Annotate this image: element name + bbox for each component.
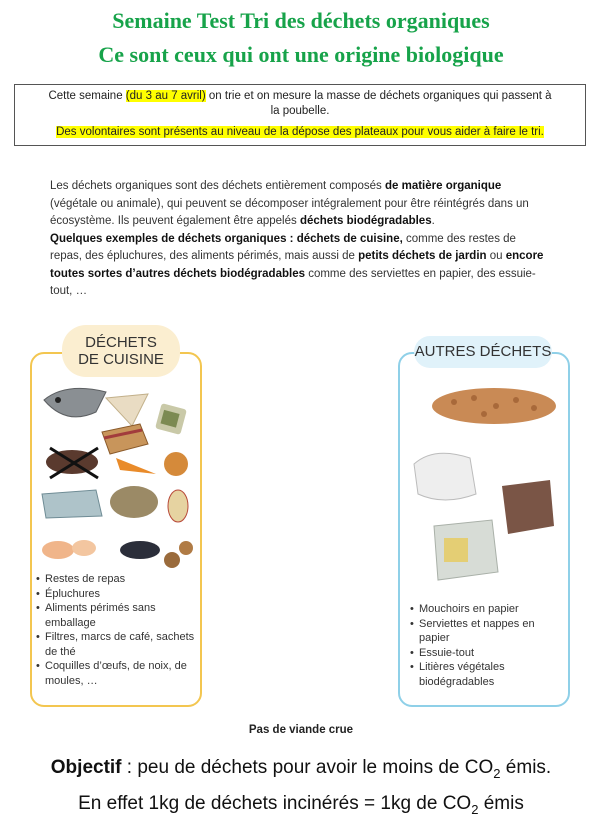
kitchen-tag-line1: DÉCHETS — [85, 334, 157, 351]
other-waste-illustration — [404, 376, 564, 596]
nut-icon — [164, 552, 180, 568]
carrot-icon — [116, 458, 156, 474]
list-item: • Essuie-tout — [410, 646, 560, 661]
info-volunteers: Des volontaires sont présents au niveau de la dépose des plateaux pour vous aider à faire le tri. — [56, 126, 544, 138]
desc-text: . — [431, 215, 435, 227]
desc-text: comme des restes de repas, des épluchures, des aliments périmés, mais aussi de — [50, 232, 516, 262]
other-waste-tag: AUTRES DÉCHETS — [414, 336, 552, 368]
page-title: Semaine Test Tri des déchets organiques — [112, 8, 490, 33]
list-item: • Serviettes et nappes en papier — [410, 617, 560, 646]
onion-icon — [164, 452, 188, 476]
page-subtitle: Ce sont ceux qui ont une origine biologique — [98, 42, 504, 67]
desc-text: Les déchets organiques sont des déchets entièrement composés — [50, 180, 385, 192]
info-text-after: on trie et on mesure la masse de déchets organiques qui passent à la poubelle. — [205, 90, 552, 117]
kitchen-tag-line2: DE CUISINE — [78, 351, 164, 368]
sandwich-icon — [102, 424, 148, 454]
co2-subscript: 2 — [471, 801, 479, 817]
info-text-before: Cette semaine — [48, 90, 126, 102]
list-item: • Épluchures — [36, 587, 196, 602]
effect-text: En effet 1kg de déchets incinérés = 1kg de CO — [78, 793, 472, 814]
coffee-filter-icon — [106, 394, 148, 426]
desc-bold: encore toutes sortes d’autres déchets biodégradables — [50, 250, 544, 280]
list-item: • Litières végétales biodégradables — [410, 660, 560, 689]
info-line-1 — [15, 89, 585, 119]
objective-label: Objectif — [50, 757, 122, 778]
cheese-icon — [42, 490, 102, 518]
desc-text: (végétale ou animale), qui peuvent se décomposer intégralement pour être réintégrés dans un écosystème. Ils peuvent également être appelés — [50, 197, 529, 227]
paper-towel-icon — [502, 480, 554, 534]
fish-icon — [44, 388, 106, 416]
list-item: • Restes de repas — [36, 572, 196, 587]
objective-text-end: émis. — [500, 757, 552, 778]
objective-text: : peu de déchets pour avoir le moins de CO — [121, 757, 494, 778]
info-dates: (du 3 au 7 avril) — [125, 90, 206, 102]
kitchen-waste-list — [36, 572, 196, 688]
other-waste-list — [410, 602, 560, 689]
list-item: • Mouchoirs en papier — [410, 602, 560, 617]
description — [50, 178, 550, 301]
list-item: • Filtres, marcs de café, sachets de thé — [36, 630, 196, 659]
apple-core-icon — [168, 490, 188, 522]
effect-text-end: émis — [478, 793, 524, 814]
objective-line — [0, 757, 602, 781]
mussel-icon — [120, 541, 160, 559]
egg-shell-icon — [42, 541, 74, 559]
tissue-icon — [414, 453, 476, 500]
bread-icon — [110, 486, 158, 518]
list-item: • Aliments périmés sans emballage — [36, 601, 196, 630]
desc-bold: petits déchets de jardin — [358, 250, 487, 262]
kitchen-waste-tag — [62, 325, 180, 377]
list-item: • Coquilles d’œufs, de noix, de moules, … — [36, 659, 196, 688]
desc-bold: Quelques exemples de déchets organiques : déchets de cuisine, — [50, 232, 403, 245]
desc-bold: de matière organique — [384, 180, 502, 192]
kitchen-waste-illustration — [36, 378, 198, 570]
desc-bold: déchets biodégradables — [299, 215, 432, 227]
effect-line — [0, 793, 602, 817]
desc-text: ou — [486, 250, 506, 262]
co2-subscript: 2 — [493, 765, 501, 781]
info-box — [14, 84, 586, 146]
note-no-raw-meat: Pas de viande crue — [248, 724, 354, 736]
desc-text: comme des serviettes en papier, des essuie-tout, … — [50, 267, 536, 297]
